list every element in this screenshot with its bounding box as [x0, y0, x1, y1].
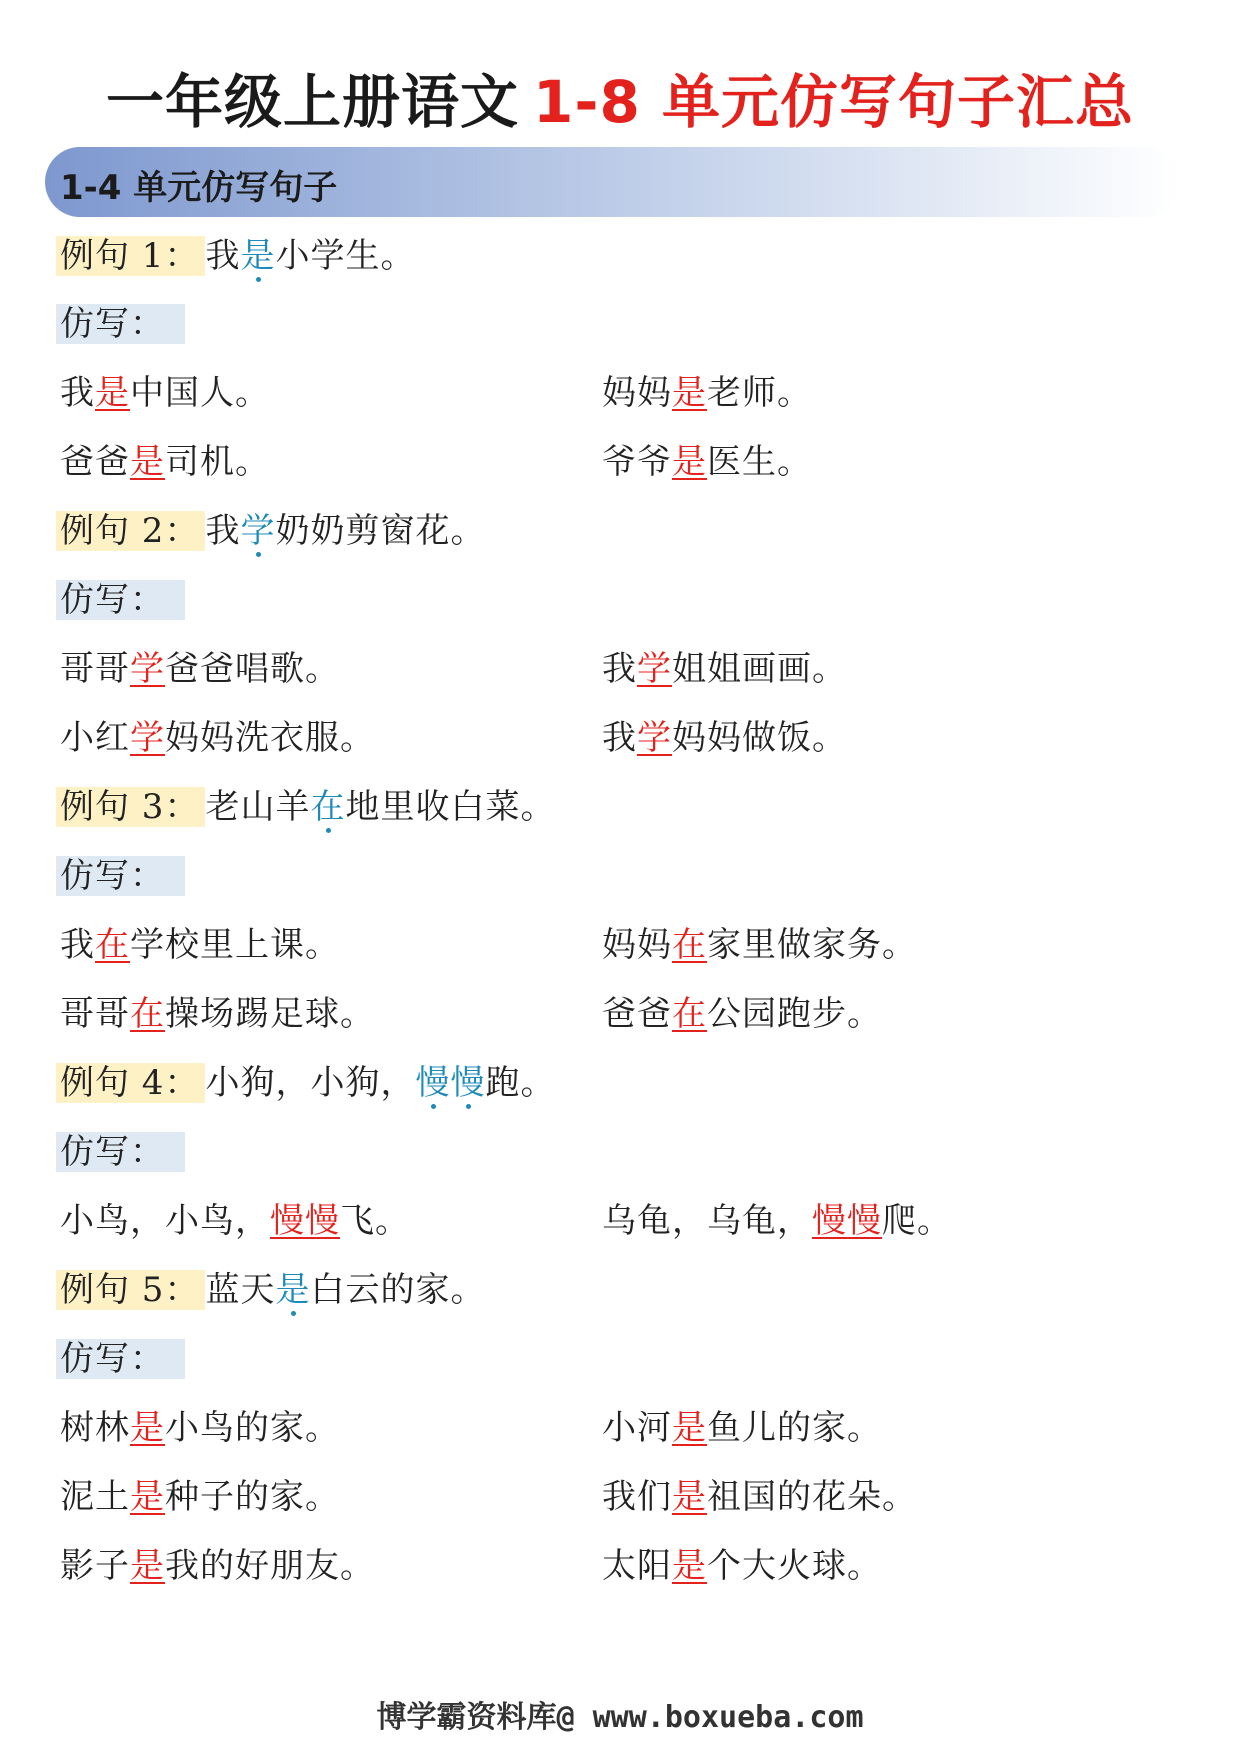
- keyword: 学: [130, 649, 165, 689]
- example-label: 例句 1：: [56, 236, 205, 276]
- imitation-label: 仿写：: [60, 1335, 185, 1383]
- keyword: 是: [130, 442, 165, 482]
- imitation-sentence: 我学姐姐画画。: [602, 649, 847, 689]
- imitation-sentence: 哥哥学爸爸唱歌。: [60, 649, 340, 689]
- keyword: 慢: [415, 1063, 451, 1103]
- imitation-sentence: 我在学校里上课。: [60, 925, 340, 965]
- page-title: [0, 55, 1240, 139]
- keyword: 是: [672, 442, 707, 482]
- keyword: 是: [240, 236, 276, 276]
- example-sentence-5: 例句 5： 蓝天是白云的家。: [60, 1266, 485, 1314]
- keyword: 学: [240, 511, 276, 551]
- keyword: 慢: [450, 1063, 486, 1103]
- footer-watermark: 博学霸资料库@ www.boxueba.com: [376, 1700, 864, 1735]
- keyword: 在: [672, 994, 707, 1034]
- keyword: 是: [130, 1408, 165, 1448]
- example-sentence-1: 例句 1： 我是小学生。: [60, 232, 415, 280]
- imitation-sentence: 妈妈在家里做家务。: [602, 925, 917, 965]
- imitation-sentence: 爷爷是医生。: [602, 442, 812, 482]
- imitation-sentence: 太阳是个大火球。: [602, 1546, 882, 1586]
- keyword: 在: [95, 925, 130, 965]
- keyword: 学: [130, 718, 165, 758]
- keyword: 是: [95, 373, 130, 413]
- imitation-sentence: 乌龟，乌龟，慢慢爬。: [602, 1201, 952, 1241]
- imitation-label: 仿写：: [60, 300, 185, 348]
- imitation-sentence: 妈妈是老师。: [602, 373, 812, 413]
- keyword: 是: [672, 373, 707, 413]
- keyword: 是: [672, 1408, 707, 1448]
- imitation-sentence: 泥土是种子的家。: [60, 1477, 340, 1517]
- imitation-sentence: 小红学妈妈洗衣服。: [60, 718, 375, 758]
- section-title: 1-4 单元仿写句子: [60, 168, 338, 208]
- example-sentence-3: 例句 3： 老山羊在地里收白菜。: [60, 783, 555, 831]
- keyword: 慢慢: [270, 1201, 340, 1241]
- imitation-sentence: 树林是小鸟的家。: [60, 1408, 340, 1448]
- keyword: 慢慢: [812, 1201, 882, 1241]
- imitation-sentence: 我们是祖国的花朵。: [602, 1477, 917, 1517]
- keyword: 是: [672, 1546, 707, 1586]
- keyword: 在: [310, 787, 346, 827]
- title-red-part: 1-8 单元仿写句子汇总: [533, 68, 1134, 136]
- keyword: 是: [672, 1477, 707, 1517]
- keyword: 是: [130, 1477, 165, 1517]
- imitation-label: 仿写：: [60, 576, 185, 624]
- imitation-sentence: 小鸟，小鸟，慢慢飞。: [60, 1201, 410, 1241]
- imitation-sentence: 哥哥在操场踢足球。: [60, 994, 375, 1034]
- imitation-sentence: 爸爸在公园跑步。: [602, 994, 882, 1034]
- imitation-sentence: 我是中国人。: [60, 373, 270, 413]
- imitation-sentence: 我学妈妈做饭。: [602, 718, 847, 758]
- example-sentence-2: 例句 2： 我学奶奶剪窗花。: [60, 507, 485, 555]
- example-label: 例句 2：: [56, 511, 205, 551]
- example-label: 例句 3：: [56, 787, 205, 827]
- keyword: 学: [637, 649, 672, 689]
- example-label: 例句 4：: [56, 1063, 205, 1103]
- keyword: 学: [637, 718, 672, 758]
- imitation-sentence: 小河是鱼儿的家。: [602, 1408, 882, 1448]
- keyword: 在: [130, 994, 165, 1034]
- example-label: 例句 5：: [56, 1270, 205, 1310]
- imitation-sentence: 爸爸是司机。: [60, 442, 270, 482]
- example-sentence-4: 例句 4： 小狗，小狗，慢慢跑。: [60, 1059, 555, 1107]
- imitation-label: 仿写：: [60, 852, 185, 900]
- imitation-sentence: 影子是我的好朋友。: [60, 1546, 375, 1586]
- keyword: 是: [275, 1270, 311, 1310]
- imitation-label: 仿写：: [60, 1128, 185, 1176]
- title-black-part: 一年级上册语文: [106, 68, 520, 136]
- keyword: 在: [672, 925, 707, 965]
- keyword: 是: [130, 1546, 165, 1586]
